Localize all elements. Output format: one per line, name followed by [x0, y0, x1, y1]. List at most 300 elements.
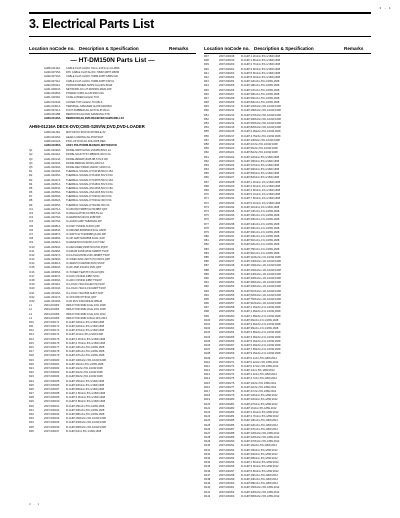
part-location: R22 — [29, 371, 34, 375]
part-location: R2 — [29, 174, 33, 178]
part-description: R-CHIP;75Kohm,1%,1/16W,1608 — [241, 247, 280, 251]
part-location: R25 — [29, 383, 34, 387]
part-description: R-CHIP;150Kohm,5%,1/16W,1608 — [66, 417, 106, 421]
part-code: 2007-000204 — [219, 80, 235, 84]
part-description: R-CHIP;7.5Kohm,1%,1/16W,1608 — [241, 197, 281, 201]
part-description: R-CHIP;680ohm,5%,1/8W,2012 — [241, 457, 278, 460]
part-description: R-CHIP;620Kohm,1%,1/16W,1608 — [241, 293, 281, 297]
part-location: R129 — [204, 440, 211, 444]
part-description: REMOCON;AH,DVD,SAMSUNG,STD — [66, 113, 110, 117]
part-location: R112 — [204, 369, 211, 373]
part-location: R111 — [204, 364, 210, 368]
part-description: INDUCTOR-SMD;10uH,10%,1608 — [66, 304, 106, 308]
part-location: R93 — [204, 289, 209, 293]
part-location: R106 — [204, 343, 211, 347]
part-location: R28 — [29, 396, 34, 400]
part-code: 2007-000213 — [219, 117, 235, 121]
part-description: R-CHIP;1Mohm,5%,1/16W,1608 — [66, 362, 104, 366]
part-description: R-CHIP;1ohm,5%,1/8W,2012 — [241, 369, 275, 373]
part-code: 2007-000266 — [219, 339, 235, 343]
part-description: IC-MICOM;TMP87CH74F,8BIT,QFP — [66, 207, 108, 211]
part-location: R55 — [204, 130, 209, 134]
part-description: POWER CORD;AH,2P,250V,10A — [66, 92, 104, 96]
part-location: R81 — [204, 239, 209, 243]
part-location: R126 — [204, 427, 211, 431]
part-description: R-CHIP;820ohm,5%,1/16W,1608 — [241, 176, 280, 180]
part-code: 2007-000272 — [219, 364, 235, 368]
part-code: 2007-000206 — [219, 88, 235, 92]
part-code: 2007-000189 — [44, 396, 60, 400]
part-location: R134 — [204, 461, 211, 465]
part-location: R73 — [204, 205, 209, 209]
part-code: AH41-00295A — [44, 249, 61, 253]
part-location: R97 — [204, 306, 209, 310]
part-code: 2007-000258 — [219, 306, 235, 310]
part-location: R54 — [204, 126, 209, 130]
part-location: IC9 — [29, 241, 34, 245]
part-location: R50 — [204, 109, 209, 113]
part-code: AH59-01012A — [44, 139, 61, 143]
part-description: R-CHIP;22Kohm,5%,1/16W,1608 — [66, 350, 105, 354]
part-location: R51 — [204, 113, 209, 117]
part-description: THERMAL-SIGNAL;KTA1266,50V,0.15A — [66, 174, 113, 178]
part-code: 2007-000265 — [219, 335, 235, 339]
part-location: R131 — [204, 448, 211, 452]
part-description: DIODE-ZENER;UDZ5.6B,5.6V,0.2W — [66, 157, 108, 161]
part-location: R15 — [29, 341, 34, 345]
part-code: AH41-00293A — [44, 245, 61, 249]
part-code: 2007-000205 — [219, 84, 235, 88]
part-code: AH63-00721A — [44, 108, 61, 112]
part-description: R-CHIP;220ohm,5%,1/16W,1608 — [66, 325, 105, 329]
part-description: R-CHIP;330Kohm,5%,1/8W,2012 — [241, 490, 280, 494]
part-code: 2007-000260 — [219, 314, 235, 318]
part-code: AH41-00211A — [44, 153, 61, 157]
part-description: R-CHIP;100ohm,5%,1/16W,1608 — [66, 320, 105, 324]
part-code: 2007-000292 — [219, 448, 235, 452]
part-description: R-CHIP;0.1ohm,5%,1/8W,2012 — [241, 356, 277, 360]
part-location: R20 — [29, 362, 34, 366]
part-code: 2007-000271 — [219, 360, 235, 364]
part-description: R-CHIP;510Kohm,1%,1/16W,1608 — [241, 289, 281, 293]
part-location: R33 — [29, 417, 34, 421]
part-code: 2007-000297 — [219, 469, 235, 473]
part-location: R72 — [204, 201, 209, 205]
part-location: R105 — [204, 339, 211, 343]
part-code: AH41-00251A — [44, 182, 61, 186]
part-description: R-CHIP;3.6Mohm,1%,1/16W,1608 — [241, 331, 281, 335]
part-description: INDUCTOR-SMD;22uH,10%,1608 — [66, 308, 106, 312]
part-description: IC-LOGIC;74HC04,HEX INV,SOP — [66, 283, 105, 287]
part-code: AH39-00711A — [44, 79, 61, 83]
part-location: R13 — [29, 333, 34, 337]
part-description: IC-REGULATOR;KA7805,5V,1A — [66, 212, 103, 215]
part-code: AH41-00317A — [44, 295, 61, 299]
part-description: R-CHIP;16Kohm,1%,1/16W,1608 — [241, 214, 280, 218]
part-location: R133 — [204, 457, 211, 460]
part-description: NETWORK-DC;HT-DM150N,MAIN,20P — [66, 87, 112, 91]
part-description: R-CHIP;150Kohm,5%,1/8W,2012 — [241, 486, 280, 490]
part-description: R-CHIP;470Kohm,5%,1/8W,2012 — [241, 440, 280, 444]
part-code: 2007-000256 — [219, 297, 235, 301]
part-description: R-CHIP;360Kohm,1%,1/16W,1608 — [241, 281, 281, 285]
part-description: R-CHIP;4.7Kohm,5%,1/16W,1608 — [66, 341, 106, 345]
part-description: R-CHIP;220Kohm,5%,1/8W,2012 — [241, 436, 280, 440]
part-location: R89 — [204, 272, 209, 276]
part-location: R71 — [204, 197, 209, 201]
part-location: R12 — [29, 329, 34, 333]
part-code: 2007-000229 — [219, 184, 235, 188]
part-description: R-CHIP;2.2Kohm,5%,1/8W,2012 — [241, 410, 279, 414]
part-location: R110 — [204, 360, 211, 364]
part-location: R29 — [29, 400, 34, 404]
part-location: R62 — [204, 159, 209, 163]
part-location: R124 — [204, 419, 211, 423]
part-description: R-CHIP;160Kohm,1%,1/16W,1608 — [241, 264, 281, 268]
part-code: AH41-00265A — [44, 203, 61, 207]
part-code: 2007-000230 — [219, 189, 235, 192]
part-code: 2007-000209 — [219, 101, 235, 105]
page-title: 3. Electrical Parts List — [29, 17, 155, 31]
part-description: THERMAL-SIGNAL;2SA1015,50V,0.15A — [66, 191, 113, 195]
part-description: IC-OP AMP;NJM4558,DUAL,SOP — [66, 237, 106, 241]
part-description: R-CHIP;4.3Mohm,1%,1/16W,1608 — [241, 335, 281, 339]
part-description: R-CHIP;120ohm,5%,1/16W,1608 — [241, 155, 280, 159]
part-location: R102 — [204, 327, 211, 331]
part-code: 2007-000241 — [219, 235, 235, 239]
part-location: R101 — [204, 323, 211, 326]
part-code: 2007-000174 — [44, 333, 60, 337]
part-code: 2007-000276 — [219, 381, 235, 385]
part-code: AH41-00289A — [44, 237, 61, 241]
part-description: IC-DRAM;K4S641632,64MBIT,TSOP — [66, 249, 109, 253]
part-description: R-CHIP;560ohm,5%,1/16W,1608 — [241, 172, 280, 176]
part-code: AH59-01005A — [44, 144, 61, 147]
part-description: R-CHIP;330Kohm,5%,1/16W,1608 — [66, 421, 106, 425]
part-code: 2007-000295 — [219, 461, 235, 465]
part-location: R120 — [204, 402, 211, 406]
part-description: R-CHIP;11Kohm,1%,1/16W,1608 — [241, 205, 280, 209]
part-description: R-CHIP;10Mohm,5%,1/16W,1608 — [241, 138, 280, 142]
header-description: Description & Specification — [254, 46, 314, 51]
part-location: R4 — [29, 182, 33, 186]
part-description: R-CHIP;47ohm,5%,1/8W,2012 — [241, 390, 277, 393]
part-description: R-CHIP;5.1Kohm,1%,1/16W,1608 — [241, 193, 281, 197]
part-location: IC2 — [29, 212, 34, 215]
part-description: R-CHIP;2.2Mohm,5%,1/16W,1608 — [241, 130, 281, 134]
part-location: R17 — [29, 350, 34, 354]
part-code: 2007-000197 — [44, 429, 60, 433]
part-code: 2007-000173 — [44, 329, 60, 333]
part-description: IC-IR RCV;KSM-603LM,38KHZ — [66, 299, 103, 303]
part-description: R-CHIP;1Kohm,5%,1/16W,1608 — [66, 333, 103, 337]
part-code: 2007-000212 — [219, 113, 235, 117]
part-location: R83 — [204, 247, 209, 251]
part-description: R-CHIP;2Mohm,1%,1/16W,1608 — [241, 318, 279, 322]
part-location: R35 — [29, 425, 34, 429]
part-location: R122 — [204, 410, 211, 414]
part-location: R95 — [204, 297, 209, 301]
part-code: 2007-000190 — [44, 400, 60, 404]
part-location: R27 — [29, 392, 34, 396]
subassembly-title: AH59-01216A DECK-DVD;CMS-S25V\N;DVD,DVD-LOADER — [29, 124, 145, 130]
part-description: R-CHIP;18Kohm,5%,1/16W,1608 — [241, 84, 280, 88]
part-code: AH41-00243A — [44, 170, 61, 174]
part-code: 2007-000300 — [219, 482, 235, 486]
part-code: AH41-00309A — [44, 279, 61, 282]
part-location: R18 — [29, 354, 34, 358]
part-description: R-CHIP;22ohm,5%,1/8W,2012 — [241, 385, 277, 389]
part-code: 2007-000233 — [219, 201, 235, 205]
part-description: R-CHIP;100ohm,5%,1/8W,2012 — [241, 394, 278, 398]
part-description: R-CHIP;470ohm,5%,1/8W,2012 — [241, 402, 278, 406]
part-location: R40 — [204, 67, 209, 71]
part-description: R-CHIP;240Kohm,1%,1/16W,1608 — [241, 272, 281, 276]
part-location: R135 — [204, 465, 211, 469]
part-location: R128 — [204, 436, 211, 440]
part-code: 2007-000303 — [219, 494, 235, 498]
part-location: R70 — [204, 193, 209, 197]
part-code: 2007-000184 — [44, 375, 60, 379]
part-code: 2007-000299 — [219, 477, 235, 481]
part-description: R-CHIP;430Kohm,1%,1/16W,1608 — [241, 285, 281, 289]
left-column-header — [29, 44, 196, 54]
part-location: R57 — [204, 138, 209, 142]
part-code: AH41-00254A — [44, 186, 61, 190]
part-location: R127 — [204, 431, 211, 435]
part-location: R76 — [204, 218, 209, 222]
part-code: 2007-000243 — [219, 243, 235, 247]
part-code: 2007-000194 — [44, 417, 60, 421]
part-description: TERMINAL-SPEAKER;AH,8P,GRN,BLK — [66, 104, 113, 108]
part-description: R-CHIP;2.2Kohm,5%,1/16W,1608 — [66, 337, 106, 341]
part-location: R96 — [204, 302, 209, 306]
part-code: AH41-00313A — [44, 287, 61, 291]
part-description: R-CHIP;220ohm,5%,1/8W,2012 — [241, 398, 278, 402]
part-code: 2007-000217 — [219, 134, 235, 138]
part-description: IC-AUDIO AMP;TA8200AH,ZIP — [66, 220, 102, 224]
part-code: AH41-00214A — [44, 157, 61, 161]
part-description: R-CHIP;8.2Kohm,5%,1/16W,1608 — [241, 75, 281, 79]
part-location: R14 — [29, 337, 34, 341]
part-description: IC-LOGIC;74HC595,SHIFT,SOP — [66, 291, 104, 295]
part-description: R-CHIP;270Kohm,5%,1/16W,1608 — [241, 113, 281, 117]
part-description: R-CHIP;330ohm,5%,1/16W,1608 — [66, 383, 105, 387]
part-code: AH41-00284A — [44, 228, 61, 232]
table-row — [29, 430, 196, 434]
part-description: R-CHIP;10Kohm,5%,1/16W,1608 — [66, 346, 105, 349]
part-location: IC6 — [29, 228, 34, 232]
part-code: 2007-000186 — [44, 383, 60, 387]
part-location: R10 — [29, 320, 34, 324]
part-location: R123 — [204, 415, 211, 419]
part-location: IC8 — [29, 237, 34, 241]
part-code: 2007-000298 — [219, 473, 235, 477]
part-code: 2007-000215 — [219, 126, 235, 130]
part-description: R-CHIP;3.3Kohm,5%,1/16W,1608 — [66, 396, 106, 400]
part-description: DIODE-BRIDGE;DF04S,400V,1A — [66, 161, 105, 165]
part-description: R-CHIP;7.5Mohm,1%,1/16W,1608 — [241, 348, 281, 352]
part-description: R-CHIP;33Kohm,5%,1/16W,1608 — [66, 408, 105, 412]
part-code: 2007-000251 — [219, 276, 235, 280]
part-description: R-CHIP;39Kohm,5%,1/16W,1608 — [241, 92, 280, 96]
part-code: 2007-000288 — [219, 431, 235, 435]
part-description: PICK-UP DVD;AH,SOH-DP8,RED — [66, 139, 106, 143]
part-location: IC12 — [29, 253, 35, 257]
part-description: R-CHIP;82ohm,5%,1/16W,1608 — [241, 151, 278, 155]
part-code: 2007-000180 — [44, 358, 60, 362]
part-code: AH41-00305A — [44, 270, 61, 274]
part-code: 2901-001066 — [44, 316, 60, 320]
part-description: R-CHIP;1.6Mohm,1%,1/16W,1608 — [241, 314, 281, 318]
part-code: 2007-000211 — [219, 109, 235, 113]
part-location: R38 — [204, 59, 209, 63]
part-description: R-CHIP;560Kohm,5%,1/16W,1608 — [241, 122, 281, 125]
part-code: AH41-00247A — [44, 178, 61, 182]
parts-columns — [29, 44, 371, 504]
part-location: IC4 — [29, 220, 34, 224]
part-description: R-CHIP;62Kohm,1%,1/16W,1608 — [241, 243, 280, 247]
part-location: R115 — [204, 381, 211, 385]
part-description: R-CHIP;5.1Mohm,1%,1/16W,1608 — [241, 339, 281, 343]
part-code: 2007-000221 — [219, 151, 235, 155]
part-location: R67 — [204, 180, 209, 184]
part-description: R-CHIP;4.7Mohm,5%,1/16W,1608 — [241, 134, 281, 138]
part-description: R-CHIP;33ohm,5%,1/16W,1608 — [66, 371, 103, 375]
part-location: R23 — [29, 375, 34, 379]
part-description: R-CHIP;5.6Kohm,5%,1/16W,1608 — [241, 71, 281, 75]
part-location: R60 — [204, 151, 209, 155]
part-code: 2007-000301 — [219, 486, 235, 490]
part-location: R86 — [204, 260, 209, 264]
part-description: R-CHIP;68Kohm,5%,1/8W,2012 — [241, 482, 278, 486]
part-code: 2007-000235 — [219, 209, 235, 213]
part-location: IC20 — [29, 287, 35, 291]
part-description: R-CHIP;91Kohm,1%,1/16W,1608 — [241, 251, 280, 255]
part-description: R-CHIP;68Kohm,5%,1/16W,1608 — [66, 413, 105, 416]
part-description: IC-EEPROM;24C02,2KBIT,8P — [66, 216, 101, 220]
part-code: 2007-000285 — [219, 419, 235, 423]
part-code: AH63-00415A — [44, 135, 61, 139]
part-code: 2007-000172 — [44, 325, 60, 329]
part-code: 2007-000214 — [219, 122, 235, 125]
part-location: IC11 — [29, 249, 35, 253]
part-code: 2007-000237 — [219, 218, 235, 222]
part-code: AH41-00311A — [44, 283, 61, 287]
part-location: R46 — [204, 92, 209, 96]
part-code: 2007-000223 — [219, 159, 235, 163]
part-location: R30 — [29, 404, 34, 408]
part-location: IC15 — [29, 266, 35, 270]
part-description: R-CHIP;4.7ohm,5%,1/8W,2012 — [241, 377, 277, 381]
part-location: Q3 — [29, 157, 33, 161]
part-location: R90 — [204, 276, 209, 280]
part-description: R-CHIP;2.4Mohm,1%,1/16W,1608 — [241, 323, 281, 326]
part-description: R-CHIP;0.22ohm,5%,1/8W,2012 — [241, 360, 279, 364]
part-description: R-CHIP;100Kohm,5%,1/8W,2012 — [241, 431, 280, 435]
part-code: 2007-000234 — [219, 205, 235, 209]
part-description: THERMAL-SIGNAL;KTD1351,60V,3A — [66, 203, 110, 207]
part-description: R-CHIP;150ohm,5%,1/16W,1608 — [66, 379, 105, 383]
part-description: R-CHIP;680ohm,5%,1/16W,1608 — [66, 387, 105, 391]
part-code: AH41-00245A — [44, 174, 61, 178]
part-description: R-CHIP;0.47ohm,5%,1/8W,2012 — [241, 364, 279, 368]
part-code: AH63-01233A — [44, 100, 61, 104]
part-location: R56 — [204, 134, 209, 138]
part-location: R75 — [204, 214, 209, 218]
part-location: R3 — [29, 178, 33, 182]
part-location: IC18 — [29, 279, 35, 282]
part-description: R-CHIP;47ohm,5%,1/16W,1608 — [241, 142, 278, 146]
part-code: 2007-000199 — [219, 59, 235, 63]
part-description: CABLE FLAT-AH;DC,70MM,40PIT,15P,UL — [66, 79, 115, 83]
part-description: R-CHIP;56Kohm,5%,1/16W,1608 — [241, 96, 280, 100]
section-title: — HT-DM150N Parts List — — [70, 57, 155, 64]
part-code: 2007-000239 — [219, 226, 235, 230]
part-code: 2007-000253 — [219, 285, 235, 289]
header-code: Code no. — [230, 46, 250, 51]
part-description: R-CHIP;390Kohm,5%,1/16W,1608 — [241, 117, 281, 121]
part-description: R-CHIP;270ohm,5%,1/16W,1608 — [241, 163, 280, 167]
part-location: L3 — [29, 312, 32, 316]
part-description: R-CHIP;6.8Kohm,5%,1/8W,2012 — [241, 469, 279, 473]
left-block-3 — [29, 149, 196, 434]
part-code: 2007-000236 — [219, 214, 235, 218]
part-description: R-CHIP;82Kohm,5%,1/16W,1608 — [241, 101, 280, 105]
part-description: R-CHIP;47Kohm,5%,1/8W,2012 — [241, 427, 278, 431]
part-code: 2007-000207 — [219, 92, 235, 96]
part-description: R-CHIP;1Kohm,5%,1/8W,2012 — [241, 406, 277, 410]
part-location: R74 — [204, 209, 209, 213]
part-location: R19 — [29, 358, 34, 362]
part-code: 2007-000200 — [219, 63, 235, 67]
part-description: R-CHIP;3.6Kohm,1%,1/16W,1608 — [241, 189, 281, 192]
part-code: 2007-000231 — [219, 193, 235, 197]
part-location: R69 — [204, 189, 209, 192]
part-location: R11 — [29, 325, 34, 329]
part-code: AH41-00319A — [44, 299, 61, 303]
part-location: R39 — [204, 63, 209, 67]
part-description: R-CHIP;300Kohm,1%,1/16W,1608 — [241, 276, 281, 280]
part-code: 2007-000291 — [219, 444, 235, 448]
part-code: 2007-000203 — [219, 75, 235, 79]
part-code: 2007-000286 — [219, 423, 235, 427]
part-code: 2007-000270 — [219, 356, 235, 360]
part-description: FOOT-RUBBER;AH,ANTI-SLIP,15mm — [66, 108, 110, 112]
part-location: IC23 — [29, 299, 35, 303]
part-description: IC-DAC;CS4340,24BIT,SOIC — [66, 274, 100, 278]
part-code: 2007-000259 — [219, 310, 235, 314]
part-code: AH68-01143A — [44, 67, 61, 70]
part-description: R-CHIP;10Kohm,5%,1/8W,2012 — [241, 419, 278, 423]
part-description: IC-RESET;KIA7042AP,4.2V,TO92 — [66, 241, 105, 245]
part-location: R100 — [204, 318, 211, 322]
part-location: R92 — [204, 285, 209, 289]
part-location: R107 — [204, 348, 211, 352]
part-code: 2007-000220 — [219, 147, 235, 151]
part-location: R61 — [204, 155, 209, 159]
part-location: R64 — [204, 168, 209, 172]
part-description: THERMAL-SIGNAL;KTC3875,50V,0.15A — [66, 178, 114, 182]
part-description: IC-VIDEO ENC;ADV7170,CMOS,QFP — [66, 258, 111, 262]
part-code: AH41-00287A — [44, 232, 61, 236]
part-code: 2007-000267 — [219, 343, 235, 347]
part-code: 2007-000187 — [44, 387, 60, 391]
part-location: R68 — [204, 184, 209, 188]
part-code: 2007-000181 — [44, 362, 60, 366]
part-description: R-CHIP;9.1Kohm,1%,1/16W,1608 — [241, 201, 281, 205]
part-code: 2007-000218 — [219, 138, 235, 142]
